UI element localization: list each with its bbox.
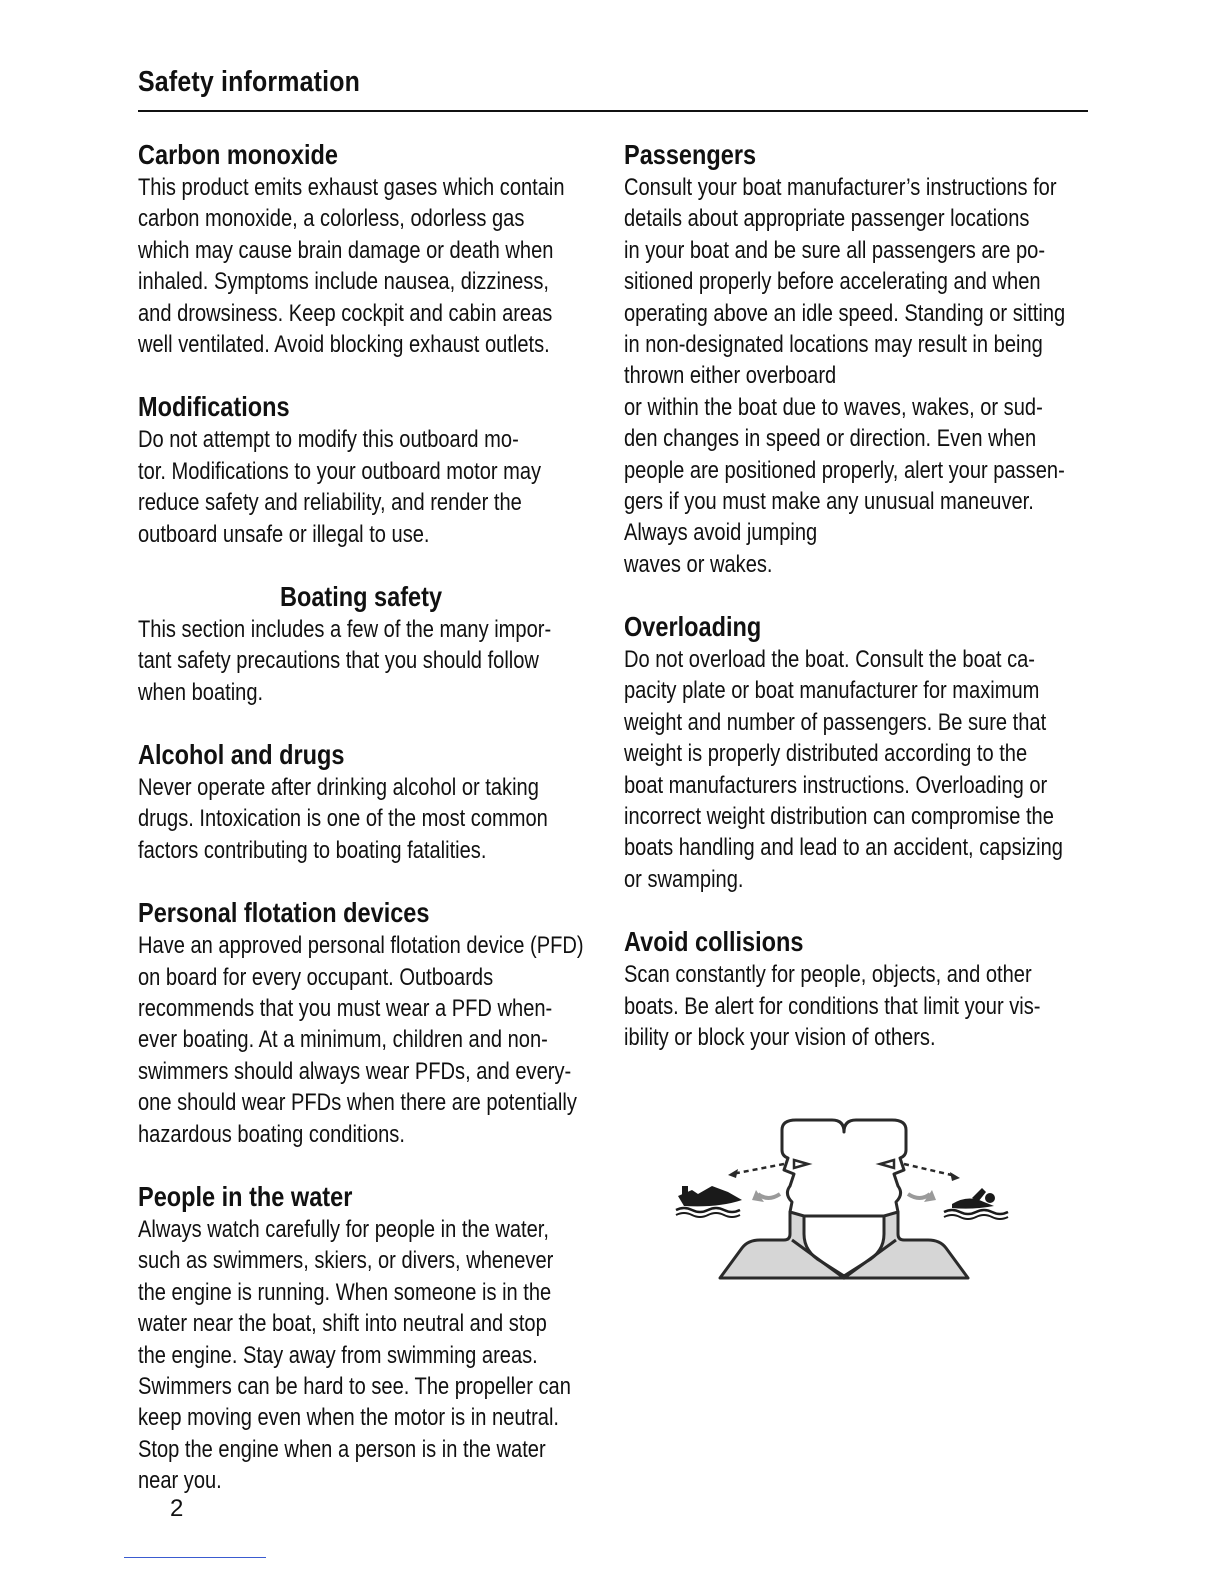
section-title: Carbon monoxide [138,139,338,170]
body-line: Consult your boat manufacturer’s instructions for [624,174,1057,201]
body-line: Never operate after drinking alcohol or taking [138,774,539,802]
left-column [138,138,598,1497]
body-line: or within the boat due to waves, wakes, or sud- [624,393,1043,421]
section-title: Overloading [624,611,762,643]
boat-icon [676,1186,742,1217]
section-boating-safety [138,580,598,708]
body-line: ever boating. At a minimum, children and non- [138,1026,548,1054]
body-line: carbon monoxide, a colorless, odorless gas [138,205,525,233]
section-title: Avoid collisions [624,926,804,958]
body-line: keep moving even when the motor is in neutral. [138,1404,560,1432]
body-line: the engine is running. When someone is in the [138,1278,552,1306]
body-line: thrown either overboard [624,362,837,390]
section-passengers [624,138,1084,580]
body-line: inhaled. Symptoms include nausea, dizziness, [138,268,549,296]
body-line: boat manufacturers instructions. Overloading or [624,771,1048,799]
section-people-in-the-water [138,1180,598,1497]
body-line: and drowsiness. Keep cockpit and cabin areas [138,299,553,327]
body-line: tor. Modifications to your outboard motor may [138,457,542,485]
section-title: Boating safety [279,580,443,612]
body-line: or swamping. [624,865,744,893]
body-line: ibility or block your vision of others. [624,1023,936,1051]
body-line: waves or wakes. [624,550,773,578]
page-header [138,66,1088,99]
body-line: This section includes a few of the many impor- [138,615,552,643]
body-line: operating above an idle speed. Standing or sitting [624,299,1066,327]
body-line: outboard unsafe or illegal to use. [138,520,430,548]
body-line: Have an approved personal flotation device (PFD) [138,932,584,960]
section-modifications [138,390,598,550]
section-overloading [624,610,1084,895]
body-line: recommends that you must wear a PFD when- [138,995,553,1023]
scan-for-collisions-illustration [672,1116,1018,1288]
body-line: near you. [138,1467,222,1495]
section-title: People in the water [138,1180,353,1212]
body-line: sitioned properly before accelerating and when [624,268,1041,296]
right-column [624,138,1084,1053]
body-line: Do not overload the boat. Consult the boat ca- [624,646,1035,674]
body-line: This product emits exhaust gases which contain [138,174,565,201]
body-line: weight and number of passengers. Be sure that [624,708,1047,736]
body-line: in your boat and be sure all passengers are po- [624,236,1046,264]
operator-head-icon [782,1120,906,1216]
body-line: the engine. Stay away from swimming areas. [138,1341,538,1369]
body-line: drugs. Intoxication is one of the most common [138,805,548,833]
section-title: Alcohol and drugs [138,739,345,771]
section-title: Modifications [138,391,290,423]
body-line: pacity plate or boat manufacturer for maximum [624,677,1040,705]
page-title: Safety information [138,66,361,98]
section-alcohol-drugs [138,738,598,866]
body-line: on board for every occupant. Outboards [138,963,494,991]
header-divider [138,110,1088,112]
body-line: reduce safety and reliability, and render the [138,489,522,517]
section-title: Passengers [624,139,757,170]
body-line: which may cause brain damage or death when [138,236,554,264]
body-line: boats handling and lead to an accident, capsizing [624,834,1063,862]
page-number: 2 [170,1495,184,1522]
section-title: Personal flotation devices [138,897,430,929]
body-line: in non-designated locations may result in being [624,330,1043,358]
body-line: well ventilated. Avoid blocking exhaust outlets. [138,330,550,358]
body-line: swimmers should always wear PFDs, and every- [138,1057,572,1085]
body-line: Always watch carefully for people in the water, [138,1215,549,1243]
body-line: Always avoid jumping [624,519,818,547]
body-line: when boating. [138,678,264,706]
section-avoid-collisions [624,925,1084,1053]
section-carbon-monoxide [138,138,598,360]
body-line: one should wear PFDs when there are potentially [138,1089,577,1117]
body-line: Do not attempt to modify this outboard mo- [138,426,519,454]
body-line: details about appropriate passenger locations [624,205,1030,233]
body-line: den changes in speed or direction. Even when [624,425,1037,453]
body-line: factors contributing to boating fatalities. [138,836,487,864]
body-line: incorrect weight distribution can compromise the [624,803,1054,831]
body-line: people are positioned properly, alert your passen- [624,456,1065,484]
body-line: boats. Be alert for conditions that limit your vis- [624,992,1041,1020]
body-line: gers if you must make any unusual maneuver. [624,487,1034,515]
operator-body-icon [720,1212,968,1278]
body-line: Stop the engine when a person is in the water [138,1435,546,1463]
body-line: Scan constantly for people, objects, and other [624,961,1032,989]
body-line: water near the boat, shift into neutral and stop [138,1310,547,1338]
body-line: tant safety precautions that you should follow [138,647,539,675]
body-line: such as swimmers, skiers, or divers, whenever [138,1247,554,1275]
bottom-divider [124,1557,266,1558]
body-line: hazardous boating conditions. [138,1120,405,1148]
section-personal-flotation-devices [138,896,598,1150]
body-line: weight is properly distributed according to the [624,740,1028,768]
body-line: Swimmers can be hard to see. The propeller can [138,1372,571,1400]
swimmer-icon [944,1188,1008,1219]
